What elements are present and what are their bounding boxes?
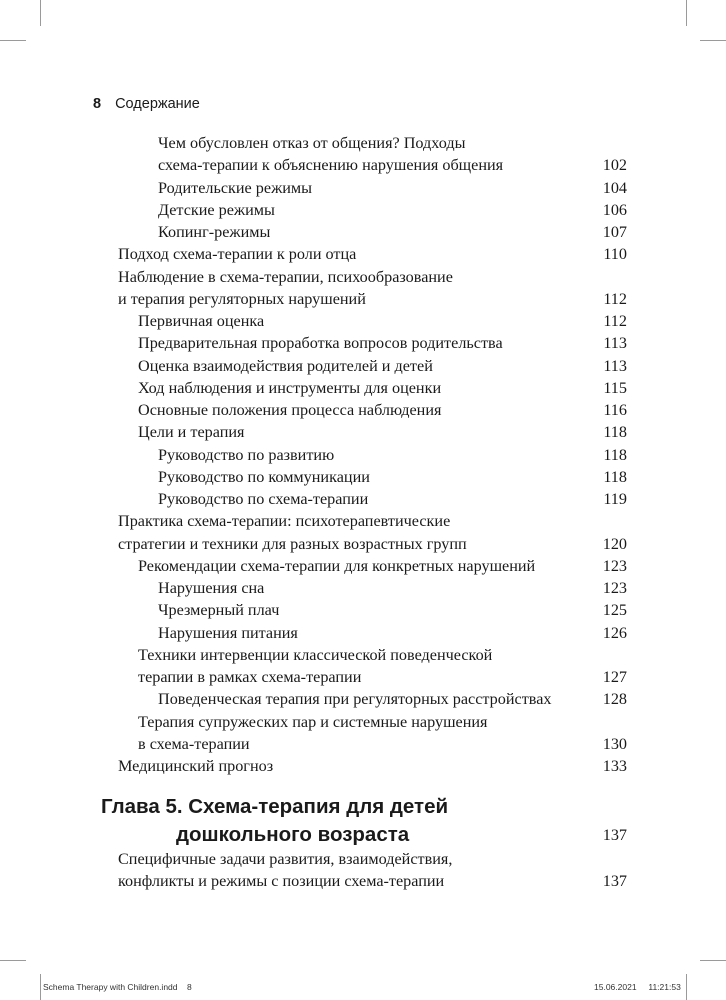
toc-entry-page: 110 — [603, 245, 627, 264]
toc-entry-page: 113 — [603, 356, 627, 375]
toc-entry-title: Техники интервенции классической поведенческой — [138, 645, 493, 664]
toc-entry-title: Терапия супружеских пар и системные нарушения — [138, 712, 488, 731]
toc-entry[interactable] — [158, 466, 627, 488]
toc-entry[interactable] — [138, 644, 627, 666]
toc-entry-title: Цели и терапия — [138, 423, 245, 442]
toc-entry-title: Практика схема-терапии: психотерапевтические — [118, 512, 451, 531]
toc-entry[interactable] — [138, 733, 627, 755]
chapter-page-number: 137 — [602, 826, 627, 844]
toc-entry-page: 125 — [602, 601, 627, 620]
toc-entry-page: 130 — [602, 734, 627, 753]
toc-entry[interactable] — [158, 221, 627, 243]
toc-entry-title: Наблюдение в схема-терапии, психообразование — [118, 267, 453, 286]
chapter-title-line-2: дошкольного возраста — [176, 823, 410, 846]
toc-entry-page: 128 — [602, 690, 627, 709]
toc-entry-title: в схема-терапии — [138, 734, 250, 753]
toc-entry-page: 118 — [603, 445, 627, 464]
toc-entry-page: 118 — [603, 423, 627, 442]
toc-entry[interactable] — [118, 510, 627, 532]
toc-entry[interactable] — [158, 154, 627, 176]
toc-entry-page: 118 — [603, 467, 627, 486]
toc-entry[interactable] — [158, 622, 627, 644]
toc-entry[interactable] — [158, 599, 627, 621]
running-head — [93, 96, 200, 112]
toc-entry[interactable] — [138, 555, 627, 577]
toc-entry-title: Ход наблюдения и инструменты для оценки — [138, 378, 442, 397]
toc-entry[interactable] — [138, 310, 627, 332]
toc-entry-page: 112 — [603, 289, 627, 308]
toc-entry-title: Основные положения процесса наблюдения — [138, 401, 442, 419]
crop-mark — [0, 960, 26, 961]
crop-mark — [40, 974, 41, 1000]
footer-date: 15.06.2021 — [594, 982, 637, 992]
toc-entry-page: 113 — [603, 334, 627, 353]
toc-entry-title: Руководство по развитию — [158, 445, 335, 464]
toc-entry-title: и терапия регуляторных нарушений — [118, 289, 366, 308]
toc-entry[interactable] — [118, 870, 627, 892]
toc-entry-page: 137 — [602, 872, 627, 891]
footer-time: 11:21:53 — [648, 982, 681, 992]
toc-entry-title: стратегии и техники для разных возрастных групп — [118, 534, 467, 553]
toc-entry-page: 126 — [602, 623, 627, 642]
toc-entry-title: Предварительная проработка вопросов родительства — [138, 334, 503, 353]
toc-entry-title: Детские режимы — [158, 200, 275, 219]
toc-entry[interactable] — [158, 688, 627, 710]
toc-entry-title: конфликты и режимы с позиции схема-терапии — [118, 872, 445, 891]
toc-entry-page: 116 — [603, 401, 627, 419]
toc-entry-page: 102 — [602, 156, 627, 175]
toc-entry-title: Копинг-режимы — [158, 223, 271, 241]
toc-entry[interactable] — [118, 848, 627, 870]
toc-entry-title: Руководство по коммуникации — [158, 467, 370, 486]
toc-entry-title: Чрезмерный плач — [158, 601, 280, 620]
crop-mark — [686, 974, 687, 1000]
toc-entry-title: Нарушения сна — [158, 579, 265, 597]
toc-entry[interactable] — [158, 488, 627, 510]
toc-entry[interactable] — [118, 266, 627, 288]
toc-entry-title: Подход схема-терапии к роли отца — [118, 245, 357, 264]
toc-entry[interactable] — [138, 377, 627, 399]
toc-entry-page: 115 — [603, 378, 627, 397]
toc-entry[interactable] — [138, 399, 627, 421]
toc-entry[interactable] — [138, 421, 627, 443]
toc-entry[interactable] — [118, 533, 627, 555]
toc-entry-title: схема-терапии к объяснению нарушения общения — [158, 156, 504, 175]
toc-entry-title: Оценка взаимодействия родителей и детей — [138, 356, 433, 375]
section-title: Содержание — [115, 96, 200, 112]
toc-entry-page: 127 — [602, 668, 627, 686]
footer-page: 8 — [186, 982, 192, 992]
toc-entry-title: Медицинский прогноз — [118, 757, 274, 775]
page-number: 8 — [93, 96, 102, 112]
crop-mark — [700, 40, 726, 41]
toc-entry[interactable] — [158, 577, 627, 599]
toc-entry[interactable] — [118, 755, 627, 777]
footer-file — [43, 982, 192, 992]
toc-entry-page: 107 — [602, 223, 627, 241]
crop-mark — [0, 40, 26, 41]
crop-mark — [700, 960, 726, 961]
toc-entry[interactable] — [158, 132, 627, 154]
toc-entry[interactable] — [138, 355, 627, 377]
toc-entry-page: 104 — [602, 178, 627, 197]
chapter-title-line-1: Глава 5. Схема-терапия для детей — [101, 795, 449, 818]
toc-entry[interactable] — [138, 711, 627, 733]
toc-entry-title: терапии в рамках схема-терапии — [138, 668, 362, 686]
crop-mark — [40, 0, 41, 26]
toc-entry-title: Чем обусловлен отказ от общения? Подходы — [158, 134, 466, 152]
toc-entry-title: Родительские режимы — [158, 178, 313, 197]
toc-entry-title: Поведенческая терапия при регуляторных расстройствах — [158, 690, 552, 709]
toc-entry-page: 120 — [602, 534, 627, 553]
toc-entry-page: 119 — [603, 490, 627, 508]
toc-entry-title: Рекомендации схема-терапии для конкретных нарушений — [138, 556, 536, 575]
toc-entry-title: Первичная оценка — [138, 312, 265, 330]
toc-entry-page: 106 — [602, 200, 627, 219]
toc-entry-page: 133 — [602, 757, 627, 775]
toc-entry-page: 123 — [602, 556, 627, 575]
footer-timestamp — [594, 982, 681, 992]
toc-entry-page: 112 — [603, 312, 627, 330]
toc-entry-title: Нарушения питания — [158, 623, 298, 642]
toc-entry[interactable] — [118, 288, 627, 310]
toc-entry-title: Руководство по схема-терапии — [158, 490, 369, 508]
footer-filename: Schema Therapy with Children.indd — [43, 982, 178, 992]
crop-mark — [686, 0, 687, 26]
toc-entry-title: Специфичные задачи развития, взаимодействия, — [118, 850, 453, 868]
toc-entry[interactable] — [118, 243, 627, 265]
toc-entry[interactable] — [158, 177, 627, 199]
toc-entry[interactable] — [158, 199, 627, 221]
toc-entry[interactable] — [158, 444, 627, 466]
toc-entry-page: 123 — [602, 579, 627, 597]
toc-entry[interactable] — [138, 666, 627, 688]
toc-entry[interactable] — [138, 332, 627, 354]
